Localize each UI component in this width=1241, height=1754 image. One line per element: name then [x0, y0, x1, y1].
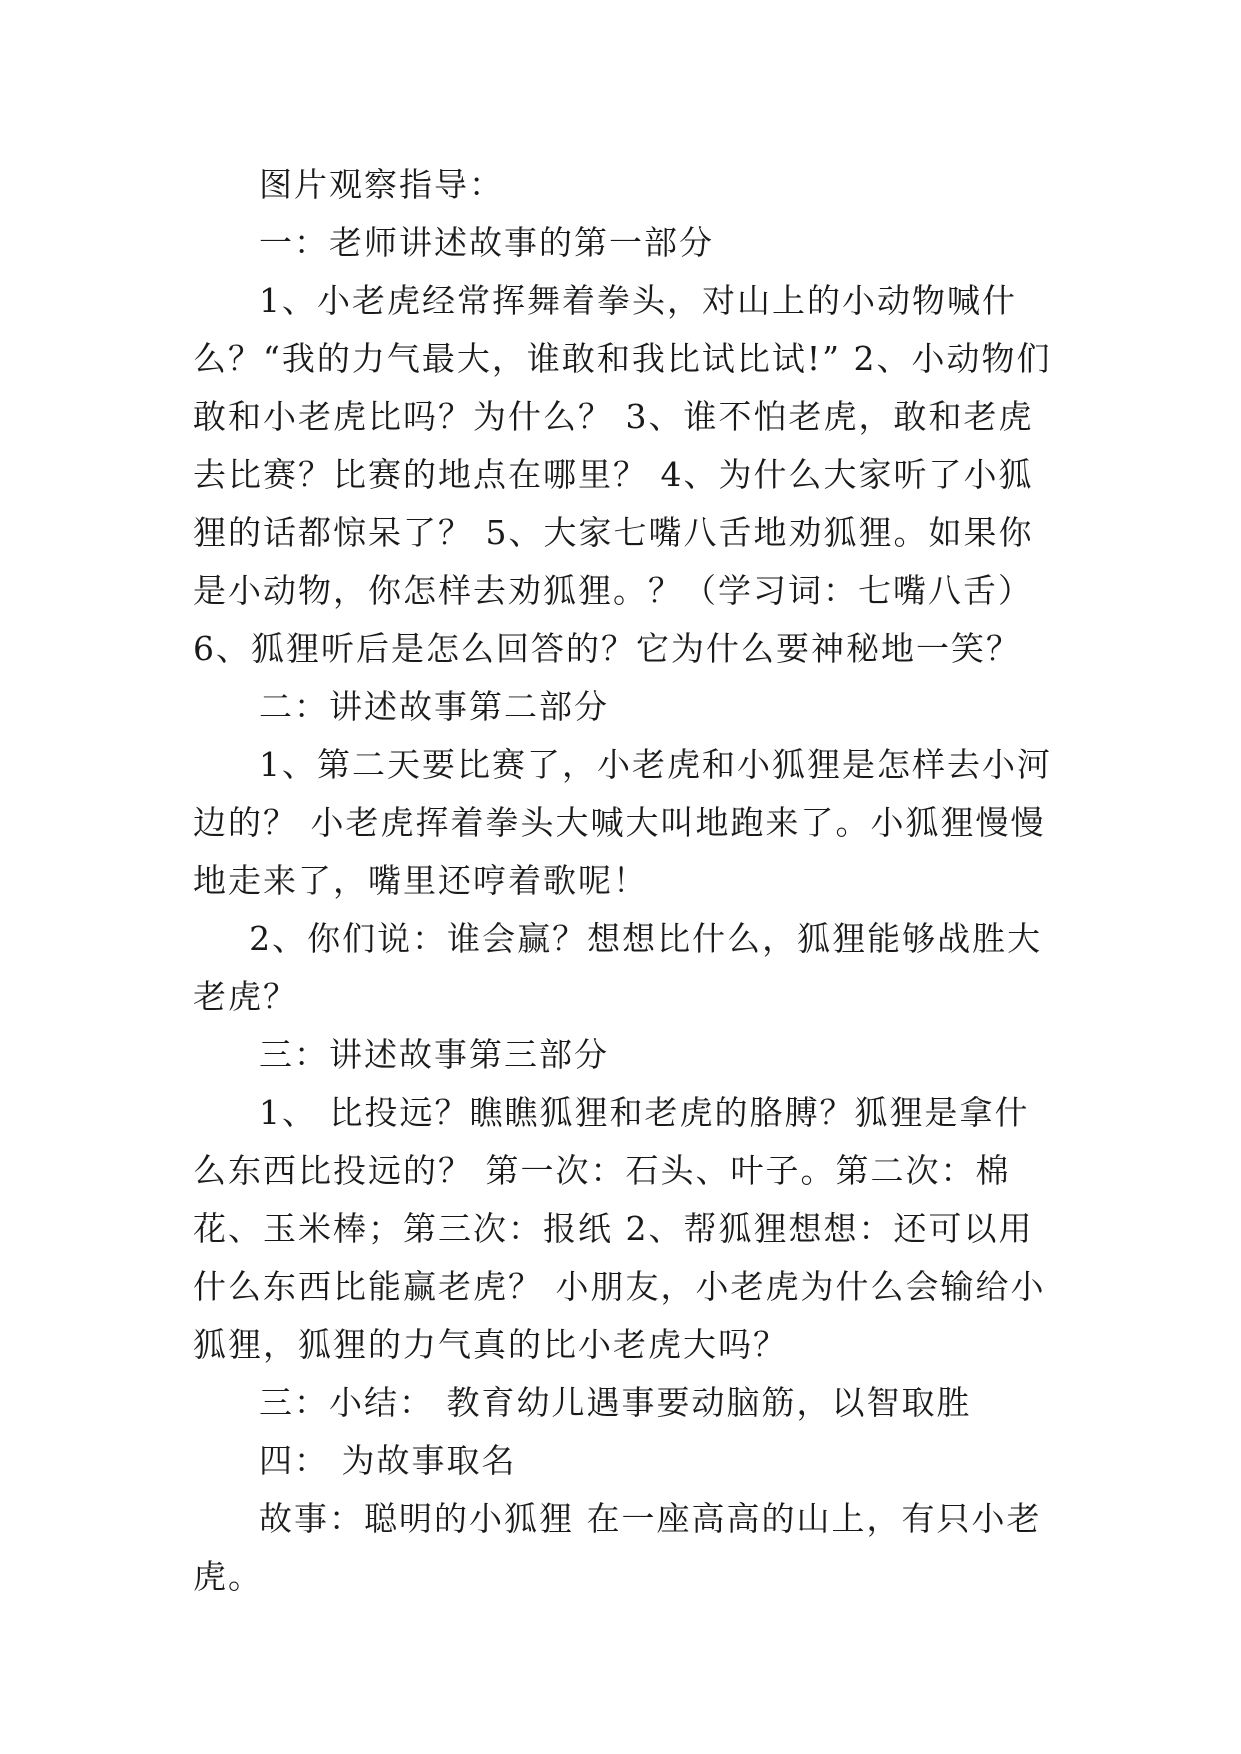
paragraph-section-two-question-2: 2、你们说：谁会赢？想想比什么，狐狸能够战胜大老虎？ [193, 919, 1043, 1016]
paragraph-summary: 三：小结： 教育幼儿遇事要动脑筋，以智取胜 [259, 1383, 972, 1422]
paragraph-section-three-questions: 1、 比投远？瞧瞧狐狸和老虎的胳膊？狐狸是拿什么东西比投远的？ 第一次：石头、叶子。第二次：棉花、玉米棒；第三次：报纸 2、帮狐狸想想：还可以用什么东西比能赢老虎？ 小朋友，小老虎为什么会输给小狐狸，狐狸的力气真的比小老虎大吗？ [193, 1093, 1046, 1364]
paragraph-section-two-question-1: 1、第二天要比赛了，小老虎和小狐狸是怎样去小河边的？ 小老虎挥着拳头大喊大叫地跑来了。小狐狸慢慢地走来了，嘴里还哼着歌呢！ [193, 745, 1052, 900]
paragraph-section-one-questions: 1、小老虎经常挥舞着拳头，对山上的小动物喊什么？“我的力气最大，谁敢和我比试比试!” 2、小动物们敢和小老虎比吗？为什么？ 3、谁不怕老虎，敢和老虎去比赛？比赛的地点在哪里？ 4、为什么大家听了小狐狸的话都惊呆了？ 5、大家七嘴八舌地劝狐狸。如果你是小动物，你怎样去劝狐狸。？（学习词：七嘴八舌） 6、狐狸听后是怎么回答的？它为什么要神秘地一笑？ [193, 281, 1052, 668]
paragraph-section-three-heading: 三：讲述故事第三部分 [259, 1035, 609, 1074]
paragraph-section-two-heading: 二：讲述故事第二部分 [259, 687, 609, 726]
paragraph-naming: 四： 为故事取名 [259, 1441, 517, 1480]
document-body [193, 156, 1053, 1606]
paragraph-section-one-heading: 一：老师讲述故事的第一部分 [259, 223, 714, 262]
paragraph-story-start: 故事：聪明的小狐狸 在一座高高的山上，有只小老虎。 [193, 1499, 1042, 1596]
paragraph-guide-title: 图片观察指导： [259, 165, 504, 204]
